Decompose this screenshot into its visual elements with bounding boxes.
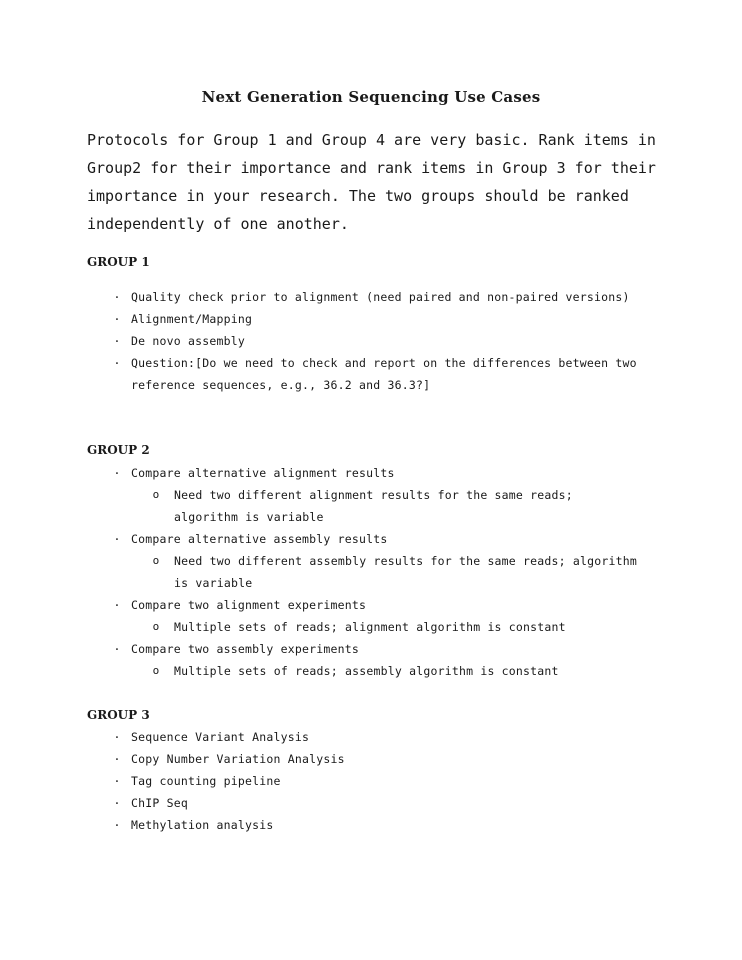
list-item-text: Quality check prior to alignment (need paired and non-paired versions) xyxy=(131,290,630,304)
list-item xyxy=(0,748,651,770)
circle-bullet-icon: o xyxy=(152,488,160,501)
list-item xyxy=(0,462,742,528)
group-2-list xyxy=(0,462,742,682)
bullet-icon: · xyxy=(113,356,121,370)
group-1-list xyxy=(0,286,742,396)
list-item xyxy=(0,594,742,638)
list-item-text: ChIP Seq xyxy=(131,796,188,810)
bullet-icon: · xyxy=(113,642,121,656)
sub-list-item-text: Need two different assembly results for the same reads; algorithm is variable xyxy=(174,554,638,590)
list-item-text: Tag counting pipeline xyxy=(131,774,281,788)
list-item-main xyxy=(0,594,651,616)
list-item-text: De novo assembly xyxy=(131,334,245,348)
list-item-main xyxy=(0,528,651,550)
bullet-icon: · xyxy=(113,290,121,304)
list-item xyxy=(0,638,742,682)
group-3-heading: GROUP 3 xyxy=(87,708,150,722)
sub-list-item xyxy=(0,484,644,528)
list-item-main xyxy=(0,638,651,660)
document-title: Next Generation Sequencing Use Cases xyxy=(201,88,541,106)
list-item xyxy=(0,726,651,748)
intro-paragraph: Protocols for Group 1 and Group 4 are very basic. Rank items in Group2 for their importance and rank items in Group 3 for their importance in your research. The two groups should be ranked independently of one another. xyxy=(87,131,656,233)
circle-bullet-icon: o xyxy=(152,664,160,677)
circle-bullet-icon: o xyxy=(152,620,160,633)
bullet-icon: · xyxy=(113,818,121,832)
sub-list-item xyxy=(0,616,644,638)
list-item xyxy=(0,308,651,330)
sub-list-item xyxy=(0,660,644,682)
list-item-text: Question:[Do we need to check and report on the differences between two reference sequences, e.g., 36.2 and 36.3?] xyxy=(131,356,637,392)
bullet-icon: · xyxy=(113,796,121,810)
list-item-text: Copy Number Variation Analysis xyxy=(131,752,345,766)
list-item-text: Compare two assembly experiments xyxy=(131,642,359,656)
bullet-icon: · xyxy=(113,312,121,326)
list-item-text: Compare alternative alignment results xyxy=(131,466,395,480)
sub-list-item-text: Need two different alignment results for the same reads; algorithm is variable xyxy=(174,488,573,524)
list-item xyxy=(0,330,651,352)
list-item xyxy=(0,814,651,836)
bullet-icon: · xyxy=(113,466,121,480)
bullet-icon: · xyxy=(113,532,121,546)
sub-list-item-text: Multiple sets of reads; assembly algorithm is constant xyxy=(174,664,559,678)
list-item xyxy=(0,792,651,814)
list-item xyxy=(0,528,742,594)
list-item-text: Methylation analysis xyxy=(131,818,274,832)
list-item-main xyxy=(0,462,651,484)
bullet-icon: · xyxy=(113,730,121,744)
list-item xyxy=(0,770,651,792)
sub-list-item xyxy=(0,550,644,594)
group-2-heading: GROUP 2 xyxy=(87,443,150,457)
bullet-icon: · xyxy=(113,752,121,766)
sub-list-item-text: Multiple sets of reads; alignment algorithm is constant xyxy=(174,620,566,634)
list-item-text: Compare alternative assembly results xyxy=(131,532,388,546)
list-item-text: Alignment/Mapping xyxy=(131,312,253,326)
bullet-icon: · xyxy=(113,774,121,788)
group-1-heading: GROUP 1 xyxy=(87,255,150,269)
bullet-icon: · xyxy=(113,334,121,348)
circle-bullet-icon: o xyxy=(152,554,160,567)
bullet-icon: · xyxy=(113,598,121,612)
list-item xyxy=(0,352,651,396)
list-item xyxy=(0,286,651,308)
list-item-text: Sequence Variant Analysis xyxy=(131,730,310,744)
group-3-list xyxy=(0,726,742,836)
list-item-text: Compare two alignment experiments xyxy=(131,598,367,612)
